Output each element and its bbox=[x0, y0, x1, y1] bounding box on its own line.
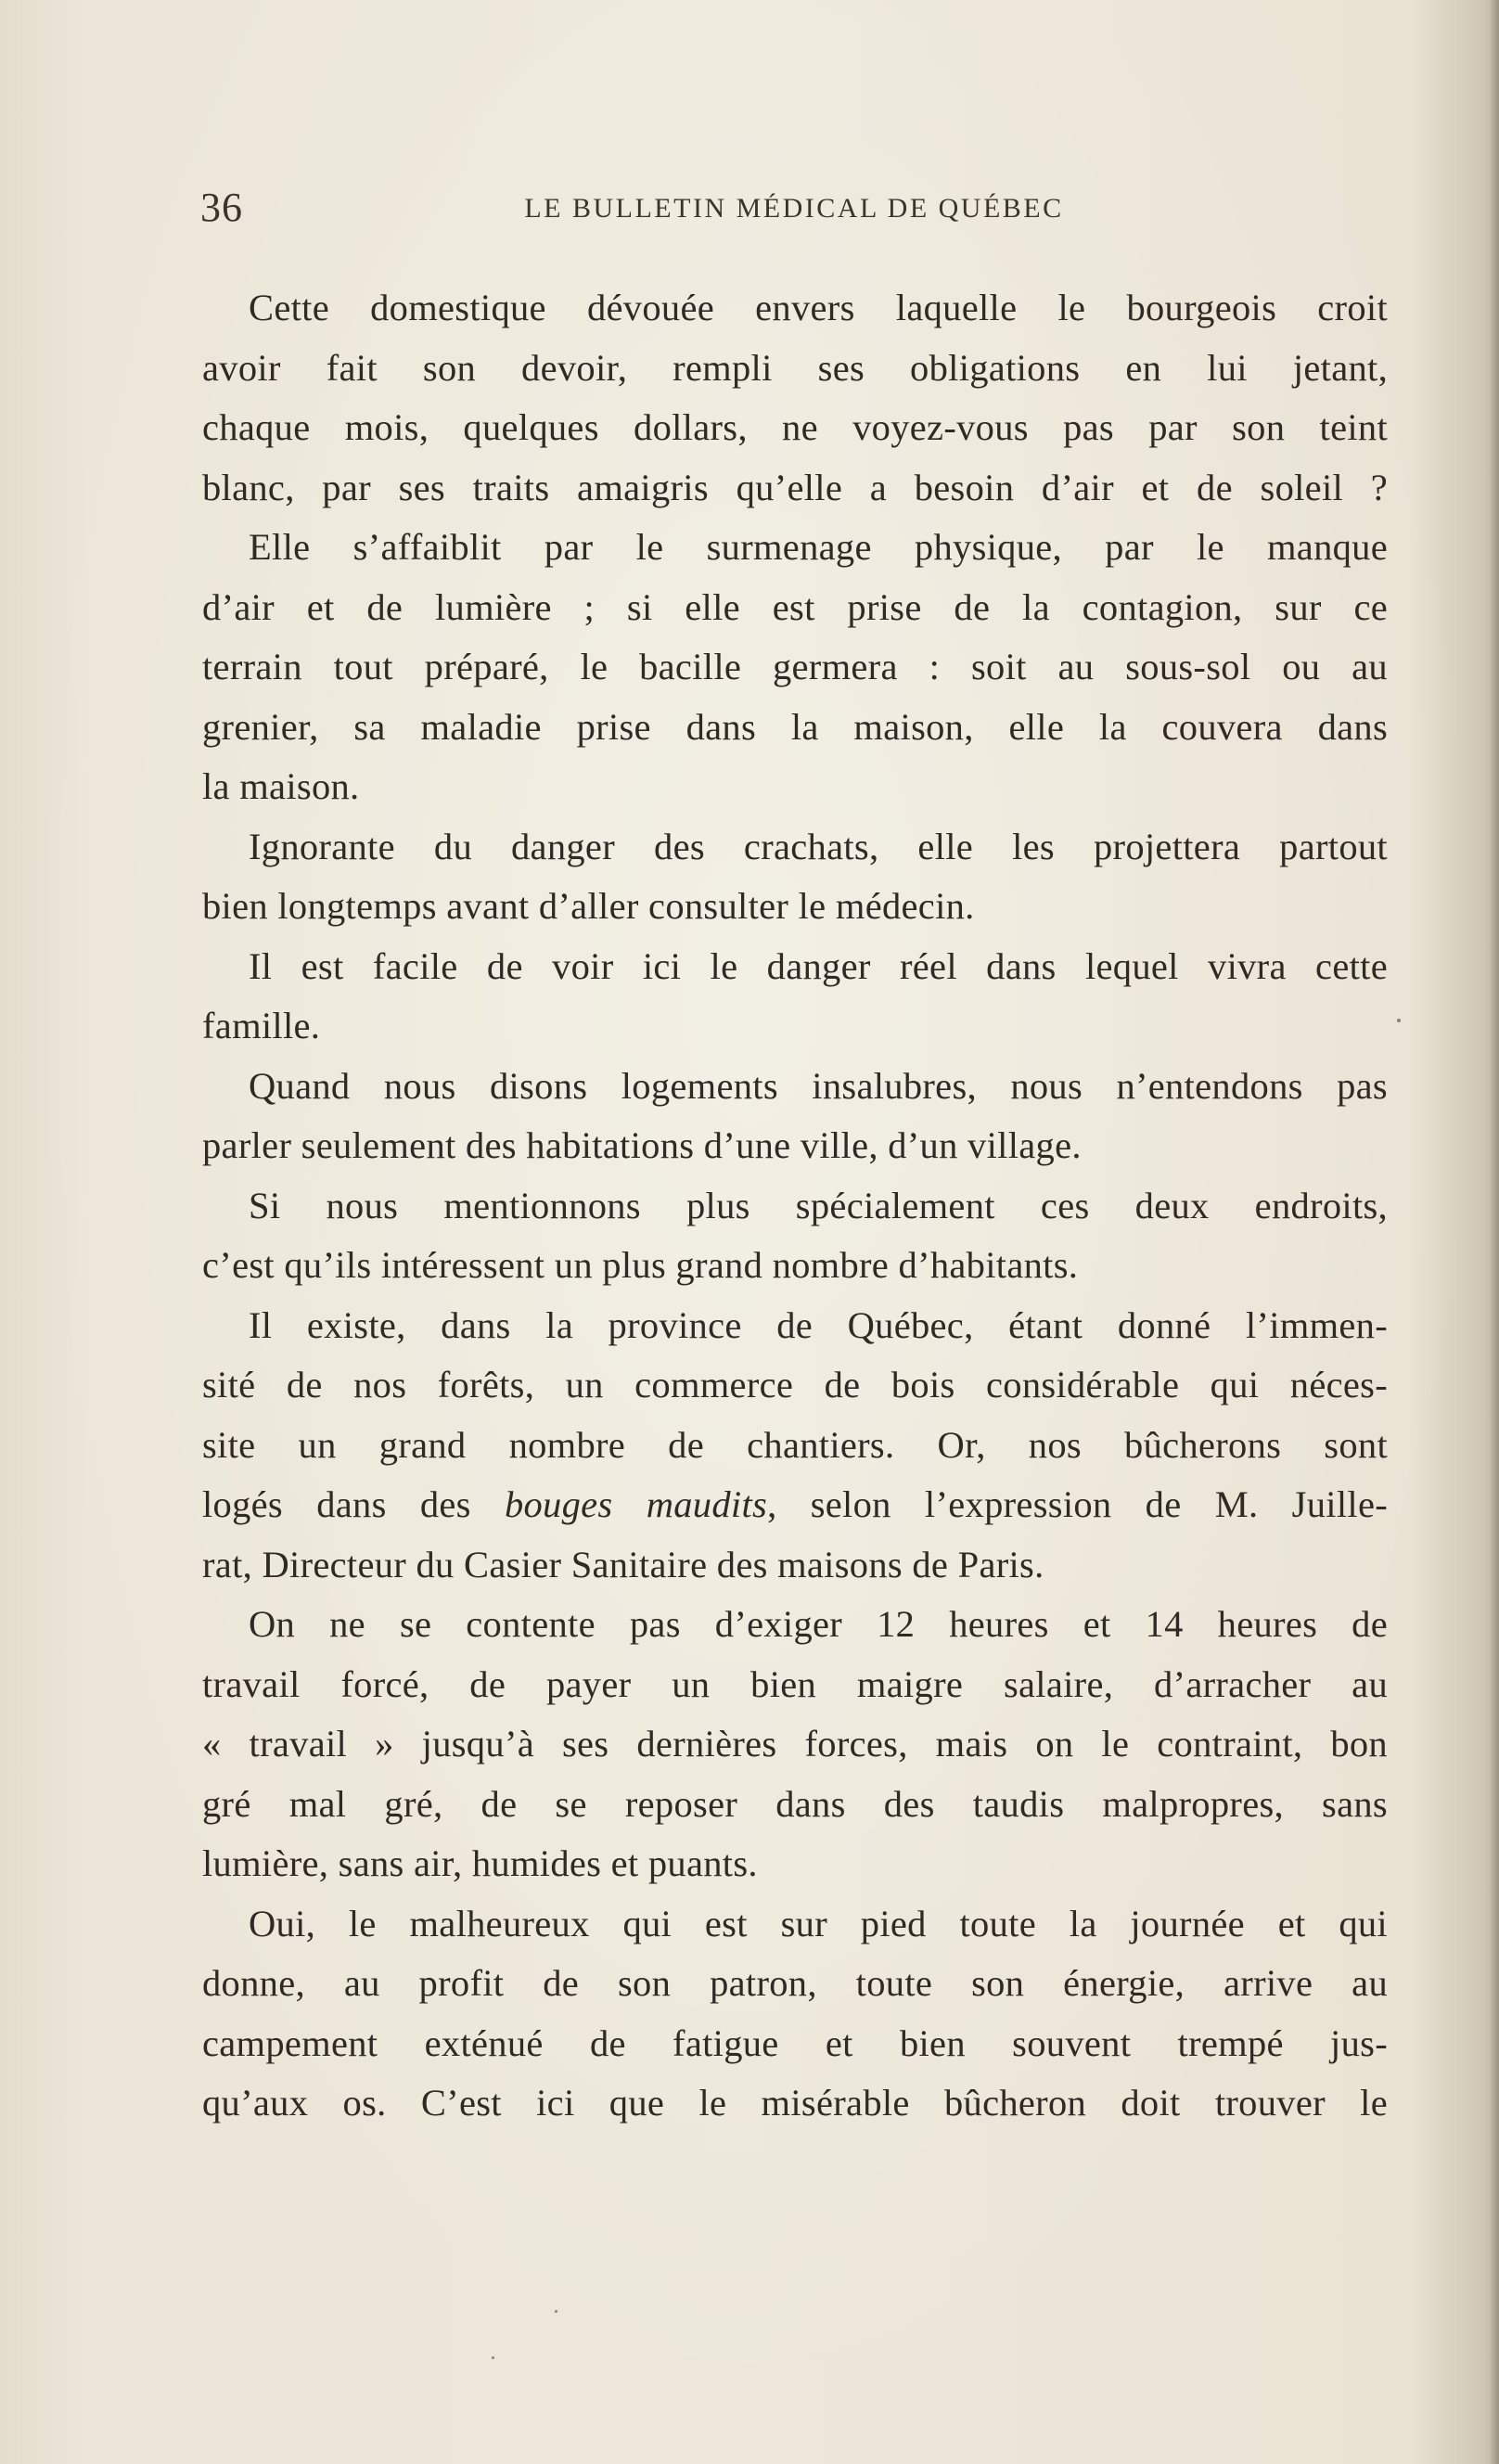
paper-speck bbox=[492, 2356, 494, 2359]
text-line: grenier, sa maladie prise dans la maison, elle la couvera dans bbox=[202, 705, 1388, 748]
italic-phrase: bouges maudits bbox=[504, 1483, 768, 1525]
text-line: site un grand nombre de chantiers. Or, nos bûcherons sont bbox=[202, 1423, 1388, 1466]
text-line bbox=[202, 1475, 1388, 1535]
body-text bbox=[202, 278, 1388, 2134]
text-line: qu’aux os. C’est ici que le misérable bûcheron doit trouver le bbox=[202, 2082, 1388, 2124]
text-line: donne, au profit de son patron, toute son énergie, arrive au bbox=[202, 1962, 1388, 2004]
text-line: la maison. bbox=[202, 765, 360, 807]
running-title: LE BULLETIN MÉDICAL DE QUÉBEC bbox=[524, 193, 1064, 224]
text-line: Elle s’affaiblit par le surmenage physique, par le manque bbox=[249, 526, 1388, 568]
text-line: chaque mois, quelques dollars, ne voyez-vous pas par son teint bbox=[202, 406, 1388, 448]
paper-speck bbox=[555, 2310, 557, 2313]
page-header bbox=[200, 184, 1388, 239]
text-line: travail forcé, de payer un bien maigre salaire, d’arracher au bbox=[202, 1662, 1388, 1705]
text-line: Il est facile de voir ici le danger réel dans lequel vivra cette bbox=[249, 944, 1388, 987]
text-line: Cette domestique dévouée envers laquelle le bourgeois croit bbox=[249, 287, 1388, 328]
page-edge-shadow bbox=[1490, 0, 1499, 2464]
text-line: rat, Directeur du Casier Sanitaire des maisons de Paris. bbox=[202, 1543, 1044, 1585]
page-number: 36 bbox=[200, 185, 243, 230]
text-line: gré mal gré, de se reposer dans des taudis malpropres, sans bbox=[202, 1782, 1388, 1825]
text-line: blanc, par ses traits amaigris qu’elle a besoin d’air et de soleil ? bbox=[202, 466, 1388, 508]
text-line: d’air et de lumière ; si elle est prise de la contagion, sur ce bbox=[202, 585, 1388, 628]
paper-speck bbox=[1397, 1019, 1401, 1022]
text-line: Quand nous disons logements insalubres, nous n’entendons pas bbox=[249, 1064, 1388, 1107]
text-segment: logés dans des bbox=[202, 1483, 505, 1525]
text-line: Si nous mentionnons plus spécialement ces deux endroits, bbox=[249, 1184, 1388, 1226]
text-line: terrain tout préparé, le bacille germera : soit au sous-sol ou au bbox=[202, 646, 1388, 687]
text-line: bien longtemps avant d’aller consulter le médecin. bbox=[202, 885, 975, 927]
text-line: « travail » jusqu’à ses dernières forces, mais on le contraint, bon bbox=[202, 1723, 1388, 1765]
text-line: avoir fait son devoir, rempli ses obligations en lui jetant, bbox=[202, 346, 1388, 389]
text-line: campement exténué de fatigue et bien souvent trempé jus- bbox=[202, 2021, 1388, 2064]
text-line: lumière, sans air, humides et puants. bbox=[202, 1842, 758, 1884]
text-line: c’est qu’ils intéressent un plus grand nombre d’habitants. bbox=[202, 1244, 1079, 1286]
text-line: Ignorante du danger des crachats, elle les projettera partout bbox=[249, 825, 1388, 867]
text-line: famille. bbox=[202, 1005, 321, 1046]
text-line: Oui, le malheureux qui est sur pied toute la journée et qui bbox=[249, 1902, 1388, 1944]
text-segment: , selon l’expression de M. Juille- bbox=[767, 1483, 1388, 1525]
text-line: parler seulement des habitations d’une ville, d’un village. bbox=[202, 1124, 1082, 1166]
text-line: sité de nos forêts, un commerce de bois considérable qui néces- bbox=[202, 1364, 1388, 1405]
text-line: On ne se contente pas d’exiger 12 heures et 14 heures de bbox=[249, 1603, 1388, 1645]
text-line: Il existe, dans la province de Québec, étant donné l’immen- bbox=[249, 1303, 1388, 1346]
